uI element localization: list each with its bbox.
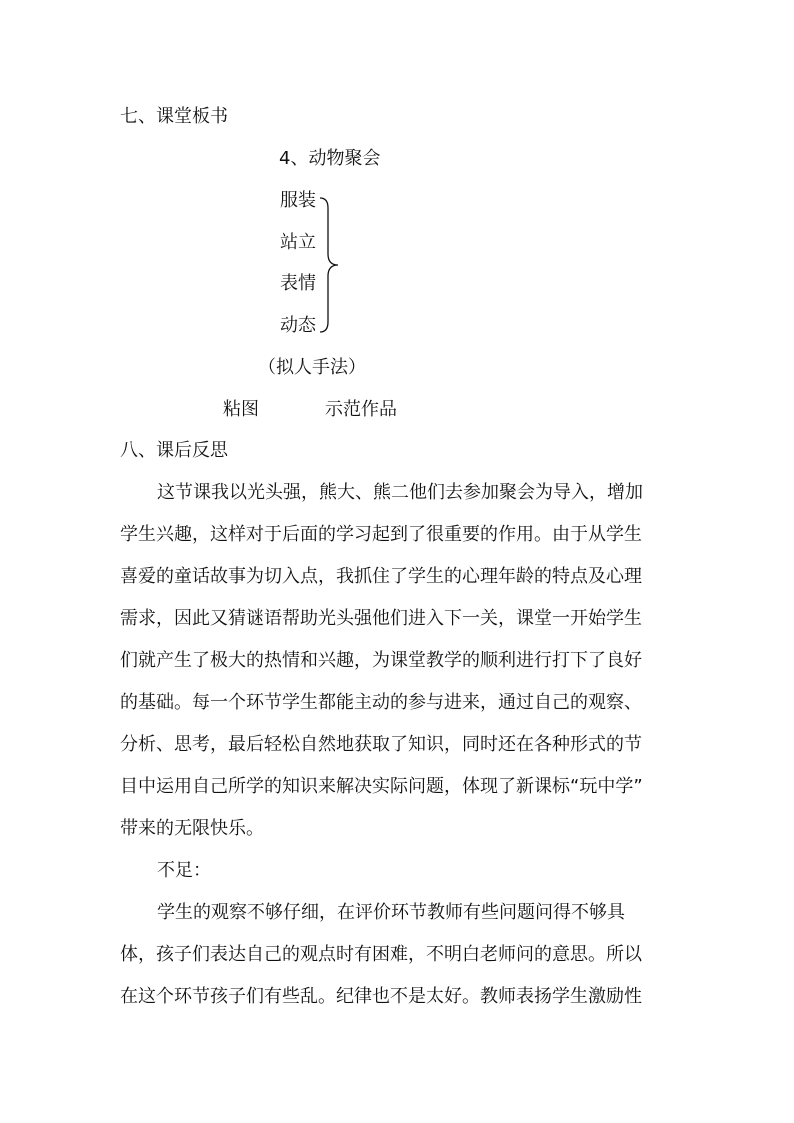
shortcoming-line: 体，孩子们表达自己的观点时有困难，不明白老师问的意思。所以 <box>120 944 642 965</box>
reflection-line: 学生兴趣，这样对于后面的学习起到了很重要的作用。由于从学生 <box>120 524 642 545</box>
board-item-expression: 表情 <box>280 273 316 294</box>
board-technique-note: （拟人手法） <box>258 357 366 378</box>
shortcoming-line: 学生的观察不够仔细，在评价环节教师有些问题问得不够具 <box>157 902 625 923</box>
shortcoming-heading: 不足： <box>157 860 211 881</box>
reflection-line: 这节课我以光头强，熊大、熊二他们去参加聚会为导入，增加 <box>157 482 643 503</box>
shortcoming-line: 在这个环节孩子们有些乱。纪律也不是太好。教师表扬学生激励性 <box>120 986 642 1007</box>
board-title: 4、动物聚会 <box>279 148 381 169</box>
board-item-standing: 站立 <box>280 232 316 253</box>
reflection-line: 目中运用自己所学的知识来解决实际问题，体现了新课标“玩中学” <box>120 776 643 797</box>
right-curly-brace-icon <box>318 196 342 334</box>
board-label-sticker-picture: 粘图 <box>223 399 259 420</box>
reflection-line: 分析、思考，最后轻松自然地获取了知识，同时还在各种形式的节 <box>120 734 642 755</box>
reflection-line: 带来的无限快乐。 <box>120 818 264 839</box>
reflection-line: 喜爱的童话故事为切入点，我抓住了学生的心理年龄的特点及心理 <box>120 566 642 587</box>
board-label-demo-work: 示范作品 <box>325 399 397 420</box>
section-heading-board-writing: 七、课堂板书 <box>120 106 228 127</box>
reflection-line: 们就产生了极大的热情和兴趣，为课堂教学的顺利进行打下了良好 <box>120 650 642 671</box>
reflection-line: 需求，因此又猜谜语帮助光头强他们进入下一关，课堂一开始学生 <box>120 608 642 629</box>
reflection-line: 的基础。每一个环节学生都能主动的参与进来，通过自己的观察、 <box>120 692 642 713</box>
board-item-motion: 动态 <box>280 315 316 336</box>
board-item-clothing: 服装 <box>280 190 316 211</box>
section-heading-reflection: 八、课后反思 <box>120 440 228 461</box>
